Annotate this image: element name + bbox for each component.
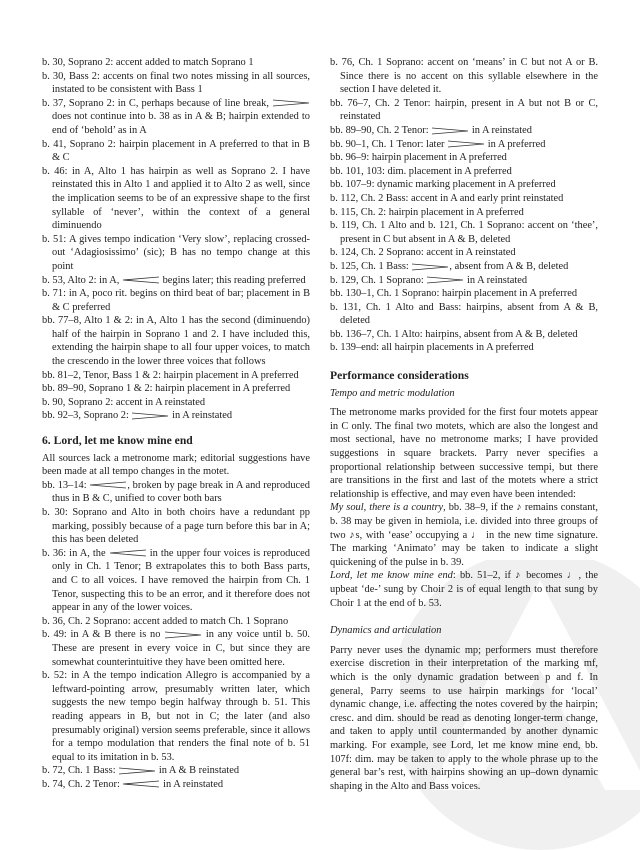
note: b. 41, Soprano 2: hairpin placement in A preferred to that in B & C — [42, 138, 310, 164]
hairpin-dim-icon — [411, 263, 449, 271]
note: bb. 92–3, Soprano 2: in A reinstated — [42, 410, 233, 422]
dynamics-paragraph: Parry never uses the dynamic mp; performers must therefore exercise discretion in their interpretation of the marking mf, which is the only dynamic gradation between p and f. In general, Parry seems to use hairpin markings for ‘local’ dynamic change, i.e. affecting the notes covered by the hairpin; cresc. and dim. should be read as denoting longer-term change, and taken to apply until countermanded by another dynamic marking. For example, see Lord, let me know mine end, bb. 107f: dim. may be taken to apply to the whole phrase up to the general bar’s rest, with hairpins showing an up–down dynamic shaping in the Alto and Bass voices. — [330, 644, 598, 792]
left-column — [42, 56, 310, 791]
section-intro: All sources lack a metronome mark; editorial suggestions have been made at all tempo changes in the motet. — [42, 452, 310, 478]
note: bb. 107–9: dynamic marking placement in A preferred — [330, 179, 556, 191]
note: b. 90, Soprano 2: accent in A reinstated — [42, 396, 206, 408]
hairpin-dim-icon — [118, 767, 156, 775]
note: b. 49: in A & B there is no in any voice until b. 50. These are present in every voice in C, but since they are somewhat counterintuitive they have been omitted here. — [42, 629, 310, 668]
note: bb. 76–7, Ch. 2 Tenor: hairpin, present in A but not B or C, reinstated — [330, 97, 598, 123]
hairpin-cresc-icon — [122, 780, 160, 788]
hairpin-dim-icon — [272, 99, 310, 107]
note: b. 129, Ch. 1 Soprano: in A reinstated — [330, 274, 528, 286]
right-column — [330, 56, 598, 793]
note: b. 74, Ch. 2 Tenor: in A reinstated — [42, 778, 224, 790]
note: bb. 89–90, Soprano 1 & 2: hairpin placement in A preferred — [42, 383, 291, 395]
note: bb. 130–1, Ch. 1 Soprano: hairpin placement in A preferred — [330, 288, 578, 300]
hairpin-dim-icon — [426, 276, 464, 284]
hairpin-dim-icon — [164, 631, 202, 639]
hairpin-dim-icon — [447, 140, 485, 148]
note: b. 115, Ch. 2: hairpin placement in A preferred — [330, 206, 524, 218]
note: b. 139–end: all hairpin placements in A preferred — [330, 342, 534, 354]
note: b. 119, Ch. 1 Alto and b. 121, Ch. 1 Soprano: accent on ‘thee’, present in C but absent in A & B, deleted — [330, 220, 598, 245]
note: b. 30, Soprano 2: accent added to match Soprano 1 — [42, 57, 254, 68]
performance-heading: Performance considerations — [330, 369, 469, 383]
note: b. 112, Ch. 2 Bass: accent in A and early print reinstated — [330, 192, 564, 204]
note: bb. 77–8, Alto 1 & 2: in A, Alto 1 has the second (diminuendo) half of the hairpin in Soprano 1 and 2. I have included this, extending the hairpin shape to all four upper voices, to match the crescendo in the lower three voices that follows — [42, 315, 310, 368]
hairpin-cresc-icon — [89, 481, 127, 489]
note: bb. 89–90, Ch. 2 Tenor: in A reinstated — [330, 124, 532, 136]
hairpin-cresc-icon — [109, 549, 147, 557]
tempo-example: My soul, there is a country, bb. 38–9, if the ♪ remains constant, b. 38 may be given in hemiola, i.e. divided into three groups of two ♪s, with ‘ease’ occupying a ♩ in the new time signature. The marking ‘Animato’ may be taken to indicate a slight quickening of the pulse in b. 39. — [330, 502, 598, 568]
note: b. 30, Bass 2: accents on final two notes missing in all sources, instated to be consistent with Bass 1 — [42, 70, 310, 96]
note: bb. 13–14: , broken by page break in A and reproduced thus in B & C, unified to cover both bars — [42, 479, 310, 505]
note: b. 37, Soprano 2: in C, perhaps because of line break, does not continue into b. 38 as in A & B; hairpin extended to end of ‘behold’ as in A — [42, 97, 310, 136]
note: bb. 101, 103: dim. placement in A preferred — [330, 165, 512, 177]
note: bb. 136–7, Ch. 1 Alto: hairpins, absent from A & B, deleted — [330, 328, 578, 340]
note: b. 125, Ch. 1 Bass: , absent from A & B, deleted — [330, 260, 569, 272]
note: b. 52: in A the tempo indication Allegro is accompanied by a leftward-pointing arrow, presumably written later, which suggests the new tempo begin halfway through b. 51. This reading appears in B, but not in C; the later (and also presumably original) version seems preferable, since it allows for a tempo modulation that renders the final note of b. 51 equal to its imitation in b. 53. — [42, 670, 310, 763]
tempo-paragraph: The metronome marks provided for the first four motets appear in C only. The final two motets, which are also the longest and most sectional, have no metronome marks; I have provided suggestions in square brackets. Parry never specifies a proportional relationship between successive tempi, but there are transitions in the first and last of the motets where a strict relationship is effective, and may even have been intended: — [330, 407, 598, 500]
note: b. 76, Ch. 1 Soprano: accent on ‘means’ in C but not A or B. Since there is no accent on this syllable elsewhere in the section I have deleted it. — [330, 57, 598, 96]
note: b. 72, Ch. 1 Bass: in A & B reinstated — [42, 765, 240, 777]
tempo-example: Lord, let me know mine end: bb. 51–2, if ♪ becomes ♩, the upbeat ‘de-’ sung by Choir 2 is of equal length to that sung by Choir 1 at the end of b. 53. — [330, 570, 598, 609]
hairpin-dim-icon — [131, 412, 169, 420]
note: bb. 81–2, Tenor, Bass 1 & 2: hairpin placement in A preferred — [42, 369, 299, 381]
section-heading: 6. Lord, let me know mine end — [42, 434, 193, 448]
hairpin-dim-icon — [431, 127, 469, 135]
dynamics-subheading: Dynamics and articulation — [330, 625, 442, 637]
note: b. 36, Ch. 2 Soprano: accent added to match Ch. 1 Soprano — [42, 615, 289, 627]
tempo-subheading: Tempo and metric modulation — [330, 387, 455, 399]
note: b. 131, Ch. 1 Alto and Bass: hairpins, absent from A & B, deleted — [330, 301, 598, 327]
note: b. 46: in A, Alto 1 has hairpin as well as Soprano 2. I have reinstated this in Alto 1 and applied it to Alto 2 as well, since the implication seems to be of an expressive shape to the first syllable of ‘never’, within the context of a general diminuendo — [42, 165, 310, 232]
note: b. 30: Soprano and Alto in both choirs have a redundant pp marking, possibly because of a page turn before this bar in A; this has been deleted — [42, 507, 310, 546]
hairpin-cresc-icon — [122, 276, 160, 284]
note: b. 124, Ch. 2 Soprano: accent in A reinstated — [330, 247, 516, 259]
note: b. 51: A gives tempo indication ‘Very slow’, replacing crossed-out ‘Adagiosissimo’ (sic); B has no tempo change at this point — [42, 233, 310, 272]
note: b. 53, Alto 2: in A, begins later; this reading preferred — [42, 274, 306, 286]
note: bb. 96–9: hairpin placement in A preferred — [330, 152, 507, 164]
note: b. 36: in A, the in the upper four voices is reproduced only in Ch. 1 Tenor; B extrapolates this to both Bass parts, and C to all voices. I have removed the hairpin from Ch. 1 Tenor, suspecting this to be an error, and it therefore does not appear in any of the lower voices. — [42, 547, 310, 614]
note: b. 71: in A, poco rit. begins on third beat of bar; placement in B & C preferred — [42, 288, 310, 313]
note: bb. 90–1, Ch. 1 Tenor: later in A preferred — [330, 138, 546, 150]
